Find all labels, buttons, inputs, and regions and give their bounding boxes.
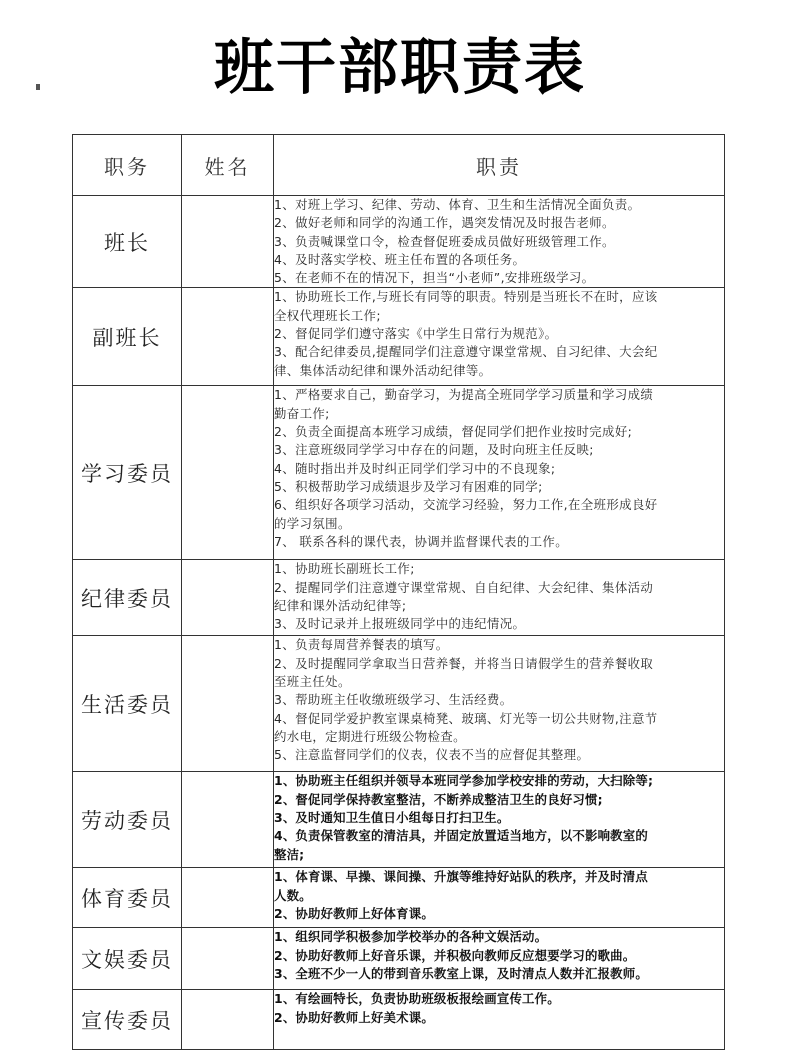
duties-table	[72, 134, 725, 1050]
name-cell[interactable]	[182, 196, 274, 288]
role-cell: 学习委员	[73, 386, 182, 560]
duty-line: 4、负责保管教室的清洁具，并固定放置适当地方，以不影响教室的	[274, 828, 648, 844]
header-duty: 职责	[274, 135, 725, 196]
table-row	[73, 196, 725, 288]
role-cell: 生活委员	[73, 636, 182, 772]
table-row	[73, 928, 725, 990]
role-cell: 体育委员	[73, 868, 182, 928]
duty-cell	[274, 990, 725, 1050]
duty-line: 纪律和课外活动纪律等;	[274, 598, 407, 614]
table-row	[73, 288, 725, 386]
role-cell: 文娱委员	[73, 928, 182, 990]
duty-line: 人数。	[274, 887, 312, 903]
duty-line: 的学习氛围。	[274, 515, 351, 531]
duty-line: 约水电，定期进行班级公物检查。	[274, 728, 466, 744]
duty-line: 2、协助好教师上好体育课。	[274, 906, 434, 922]
duty-line: 3、配合纪律委员,提醒同学们注意遵守课堂常规、自习纪律、大会纪	[274, 344, 658, 360]
duty-cell	[274, 772, 725, 868]
role-cell: 副班长	[73, 288, 182, 386]
duty-line: 5、积极帮助学习成绩退步及学习有困难的同学;	[274, 478, 543, 494]
duty-line: 4、督促同学爱护教室课桌椅凳、玻璃、灯光等一切公共财物,注意节	[274, 710, 658, 726]
duty-line: 3、负责喊课堂口令，检查督促班委成员做好班级管理工作。	[274, 233, 615, 249]
duty-line: 1、组织同学积极参加学校举办的各种文娱活动。	[274, 929, 548, 945]
header-role: 职务	[73, 135, 182, 196]
duty-line: 1、协助班长工作,与班长有同等的职责。特别是当班长不在时，应该	[274, 289, 658, 305]
duty-line: 2、督促同学们遵守落实《中学生日常行为规范》。	[274, 326, 558, 342]
duty-line: 1、有绘画特长，负责协助班级板报绘画宣传工作。	[274, 991, 560, 1007]
header-name: 姓名	[182, 135, 274, 196]
duty-line: 3、及时通知卫生值日小组每日打扫卫生。	[274, 810, 510, 826]
duty-cell	[274, 386, 725, 560]
duty-cell	[274, 928, 725, 990]
duty-line: 2、做好老师和同学的沟通工作，遇突发情况及时报告老师。	[274, 215, 615, 231]
duty-line: 3、帮助班主任收缴班级学习、生活经费。	[274, 692, 513, 708]
name-cell[interactable]	[182, 868, 274, 928]
role-cell: 班长	[73, 196, 182, 288]
duty-line: 全权代理班长工作;	[274, 307, 381, 323]
duty-line: 2、协助好教师上好音乐课，并积极向教师反应想要学习的歌曲。	[274, 947, 636, 963]
stray-mark	[36, 84, 40, 90]
duty-line: 2、督促同学保持教室整洁，不断养成整洁卫生的良好习惯;	[274, 791, 603, 807]
table-row	[73, 636, 725, 772]
table-body	[73, 196, 725, 1050]
duty-cell	[274, 560, 725, 636]
name-cell[interactable]	[182, 288, 274, 386]
duty-line: 律、集体活动纪律和课外活动纪律等。	[274, 362, 492, 378]
duty-line: 7、 联系各科的课代表，协调并监督课代表的工作。	[274, 533, 569, 549]
duty-line: 至班主任处。	[274, 674, 351, 690]
role-cell: 劳动委员	[73, 772, 182, 868]
duty-line: 5、注意监督同学们的仪表，仪表不当的应督促其整理。	[274, 747, 590, 763]
duty-cell	[274, 868, 725, 928]
role-cell: 宣传委员	[73, 990, 182, 1050]
duty-line: 1、体育课、早操、课间操、升旗等维持好站队的秩序，并及时清点	[274, 869, 648, 885]
table-row	[73, 868, 725, 928]
duty-cell	[274, 196, 725, 288]
duty-line: 2、及时提醒同学拿取当日营养餐，并将当日请假学生的营养餐收取	[274, 655, 654, 671]
name-cell[interactable]	[182, 386, 274, 560]
duty-line: 2、负责全面提高本班学习成绩，督促同学们把作业按时完成好;	[274, 424, 633, 440]
duty-line: 整洁;	[274, 846, 305, 862]
duty-line: 1、负责每周营养餐表的填写。	[274, 637, 449, 653]
duty-line: 2、协助好教师上好美术课。	[274, 1009, 434, 1025]
table-row	[73, 990, 725, 1050]
duty-line: 勤奋工作;	[274, 405, 330, 421]
duty-line: 6、组织好各项学习活动，交流学习经验，努力工作,在全班形成良好	[274, 497, 658, 513]
table-header-row	[73, 135, 725, 196]
duty-line: 2、提醒同学们注意遵守课堂常规、自自纪律、大会纪律、集体活动	[274, 579, 654, 595]
duty-line: 1、协助班主任组织并领导本班同学参加学校安排的劳动，大扫除等;	[274, 773, 654, 789]
duty-line: 1、严格要求自己，勤奋学习，为提高全班同学学习质量和学习成绩	[274, 387, 654, 403]
role-cell: 纪律委员	[73, 560, 182, 636]
table-row	[73, 560, 725, 636]
duty-line: 3、及时记录并上报班级同学中的违纪情况。	[274, 616, 526, 632]
duty-cell	[274, 636, 725, 772]
duty-line: 3、注意班级同学学习中存在的问题，及时向班主任反映;	[274, 442, 594, 458]
name-cell[interactable]	[182, 990, 274, 1050]
table-row	[73, 386, 725, 560]
name-cell[interactable]	[182, 928, 274, 990]
duty-line: 1、对班上学习、纪律、劳动、体育、卫生和生活情况全面负责。	[274, 197, 641, 212]
duty-line: 4、随时指出并及时纠正同学们学习中的不良现象;	[274, 460, 556, 476]
duty-cell	[274, 288, 725, 386]
table-row	[73, 772, 725, 868]
name-cell[interactable]	[182, 560, 274, 636]
name-cell[interactable]	[182, 636, 274, 772]
name-cell[interactable]	[182, 772, 274, 868]
duty-line: 3、全班不少一人的带到音乐教室上课，及时清点人数并汇报教师。	[274, 966, 648, 982]
page-title: 班干部职责表	[214, 33, 586, 103]
duty-line: 1、协助班长副班长工作;	[274, 561, 415, 577]
duty-line: 4、及时落实学校、班主任布置的各项任务。	[274, 251, 526, 267]
duty-line: 5、在老师不在的情况下，担当“小老师”,安排班级学习。	[274, 270, 595, 286]
